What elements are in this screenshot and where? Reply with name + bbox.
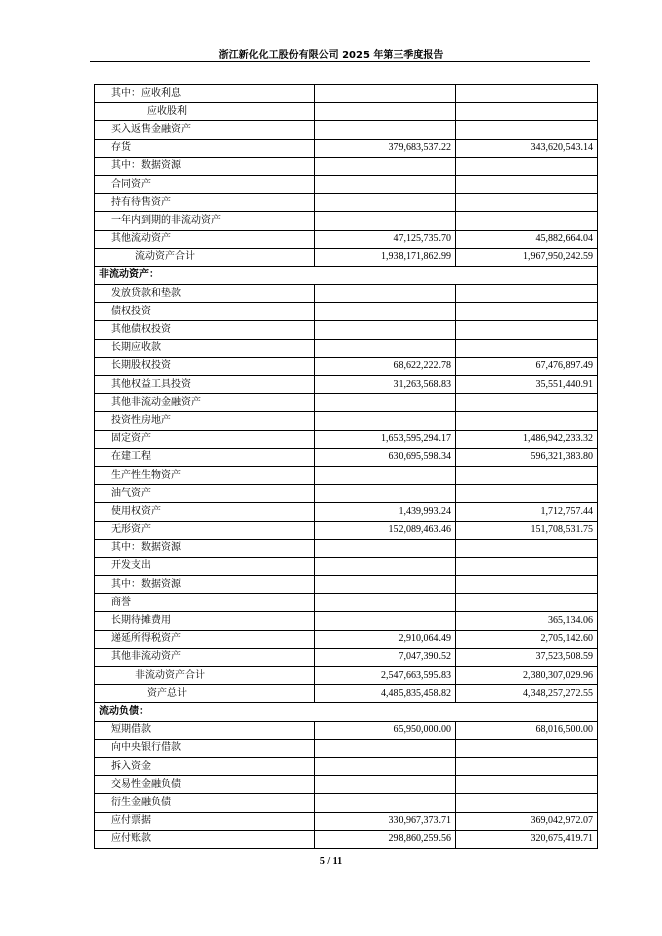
table-row bbox=[95, 157, 598, 175]
row-label: 交易性金融负债 bbox=[95, 776, 315, 794]
table-row bbox=[95, 630, 598, 648]
section-heading: 非流动资产： bbox=[95, 266, 598, 284]
prior-period-value bbox=[456, 339, 598, 357]
row-label: 其他非流动金融资产 bbox=[95, 394, 315, 412]
prior-period-value bbox=[456, 485, 598, 503]
current-period-value: 4,485,835,458.82 bbox=[315, 685, 456, 703]
row-label: 拆入资金 bbox=[95, 757, 315, 775]
prior-period-value: 2,380,307,029.96 bbox=[456, 667, 598, 685]
current-period-value bbox=[315, 739, 456, 757]
prior-period-value bbox=[456, 121, 598, 139]
row-label: 其他债权投资 bbox=[95, 321, 315, 339]
prior-period-value bbox=[456, 157, 598, 175]
table-row bbox=[95, 539, 598, 557]
table-row bbox=[95, 285, 598, 303]
current-period-value: 379,683,537.22 bbox=[315, 139, 456, 157]
table-row bbox=[95, 776, 598, 794]
row-label: 持有待售资产 bbox=[95, 194, 315, 212]
header-divider bbox=[90, 61, 590, 62]
table-row bbox=[95, 121, 598, 139]
table-row bbox=[95, 648, 598, 666]
report-header: 浙江新化化工股份有限公司 2025 年第三季度报告 bbox=[218, 50, 444, 61]
table-row bbox=[95, 321, 598, 339]
current-period-value bbox=[315, 539, 456, 557]
prior-period-value bbox=[456, 285, 598, 303]
balance-sheet-table bbox=[94, 84, 598, 849]
current-period-value bbox=[315, 285, 456, 303]
prior-period-value: 596,321,383.80 bbox=[456, 448, 598, 466]
prior-period-value bbox=[456, 557, 598, 575]
table-row bbox=[95, 721, 598, 739]
table-row bbox=[95, 521, 598, 539]
row-label: 其中：数据资源 bbox=[95, 539, 315, 557]
prior-period-value: 35,551,440.91 bbox=[456, 376, 598, 394]
row-label: 长期股权投资 bbox=[95, 357, 315, 375]
table-row bbox=[95, 576, 598, 594]
table-row bbox=[95, 376, 598, 394]
table-row bbox=[95, 503, 598, 521]
table-row bbox=[95, 812, 598, 830]
current-period-value: 1,653,595,294.17 bbox=[315, 430, 456, 448]
row-label: 长期应收款 bbox=[95, 339, 315, 357]
prior-period-value bbox=[456, 212, 598, 230]
prior-period-value bbox=[456, 412, 598, 430]
table-row bbox=[95, 485, 598, 503]
current-period-value bbox=[315, 485, 456, 503]
table-row bbox=[95, 685, 598, 703]
prior-period-value: 1,967,950,242.59 bbox=[456, 248, 598, 266]
prior-period-value: 1,486,942,233.32 bbox=[456, 430, 598, 448]
table-row bbox=[95, 175, 598, 193]
prior-period-value bbox=[456, 175, 598, 193]
subtotal-label: 非流动资产合计 bbox=[95, 667, 315, 685]
current-period-value: 47,125,735.70 bbox=[315, 230, 456, 248]
section-row bbox=[95, 703, 598, 721]
prior-period-value bbox=[456, 103, 598, 121]
current-period-value bbox=[315, 557, 456, 575]
current-period-value bbox=[315, 175, 456, 193]
table-row bbox=[95, 757, 598, 775]
row-label: 买入返售金融资产 bbox=[95, 121, 315, 139]
prior-period-value bbox=[456, 321, 598, 339]
prior-period-value bbox=[456, 739, 598, 757]
table-row bbox=[95, 448, 598, 466]
row-label: 其中：应收利息 bbox=[95, 85, 315, 103]
prior-period-value: 45,882,664.04 bbox=[456, 230, 598, 248]
row-label: 固定资产 bbox=[95, 430, 315, 448]
prior-period-value: 67,476,897.49 bbox=[456, 357, 598, 375]
current-period-value: 298,860,259.56 bbox=[315, 830, 456, 848]
page-number: 5 / 11 bbox=[319, 856, 343, 867]
row-label: 其中：数据资源 bbox=[95, 576, 315, 594]
current-period-value bbox=[315, 157, 456, 175]
table-row bbox=[95, 139, 598, 157]
prior-period-value: 320,675,419.71 bbox=[456, 830, 598, 848]
prior-period-value bbox=[456, 85, 598, 103]
prior-period-value: 4,348,257,272.55 bbox=[456, 685, 598, 703]
current-period-value: 630,695,598.34 bbox=[315, 448, 456, 466]
table-row bbox=[95, 303, 598, 321]
table-row bbox=[95, 794, 598, 812]
table-row bbox=[95, 667, 598, 685]
table-row bbox=[95, 594, 598, 612]
current-period-value: 68,622,222.78 bbox=[315, 357, 456, 375]
row-label: 应收股利 bbox=[95, 103, 315, 121]
current-period-value bbox=[315, 103, 456, 121]
current-period-value: 1,938,171,862.99 bbox=[315, 248, 456, 266]
row-label: 一年内到期的非流动资产 bbox=[95, 212, 315, 230]
prior-period-value bbox=[456, 776, 598, 794]
table-row bbox=[95, 357, 598, 375]
prior-period-value bbox=[456, 794, 598, 812]
prior-period-value bbox=[456, 539, 598, 557]
current-period-value: 152,089,463.46 bbox=[315, 521, 456, 539]
row-label: 在建工程 bbox=[95, 448, 315, 466]
prior-period-value bbox=[456, 576, 598, 594]
prior-period-value: 2,705,142.60 bbox=[456, 630, 598, 648]
current-period-value bbox=[315, 776, 456, 794]
prior-period-value bbox=[456, 303, 598, 321]
row-label: 应付账款 bbox=[95, 830, 315, 848]
current-period-value bbox=[315, 339, 456, 357]
current-period-value bbox=[315, 466, 456, 484]
prior-period-value: 68,016,500.00 bbox=[456, 721, 598, 739]
row-label: 其他非流动资产 bbox=[95, 648, 315, 666]
total-label: 资产总计 bbox=[95, 685, 315, 703]
row-label: 债权投资 bbox=[95, 303, 315, 321]
prior-period-value: 151,708,531.75 bbox=[456, 521, 598, 539]
prior-period-value bbox=[456, 466, 598, 484]
table-row bbox=[95, 830, 598, 848]
current-period-value bbox=[315, 121, 456, 139]
table-row bbox=[95, 339, 598, 357]
table-row bbox=[95, 739, 598, 757]
current-period-value bbox=[315, 394, 456, 412]
row-label: 合同资产 bbox=[95, 175, 315, 193]
row-label: 使用权资产 bbox=[95, 503, 315, 521]
row-label: 向中央银行借款 bbox=[95, 739, 315, 757]
section-heading: 流动负债： bbox=[95, 703, 598, 721]
section-row bbox=[95, 266, 598, 284]
table-row bbox=[95, 612, 598, 630]
row-label: 衍生金融负债 bbox=[95, 794, 315, 812]
table-row bbox=[95, 412, 598, 430]
row-label: 发放贷款和垫款 bbox=[95, 285, 315, 303]
row-label: 其中：数据资源 bbox=[95, 157, 315, 175]
current-period-value bbox=[315, 85, 456, 103]
prior-period-value bbox=[456, 394, 598, 412]
prior-period-value: 343,620,543.14 bbox=[456, 139, 598, 157]
current-period-value: 65,950,000.00 bbox=[315, 721, 456, 739]
row-label: 应付票据 bbox=[95, 812, 315, 830]
table-row bbox=[95, 466, 598, 484]
current-period-value: 2,910,064.49 bbox=[315, 630, 456, 648]
table-row bbox=[95, 194, 598, 212]
row-label: 生产性生物资产 bbox=[95, 466, 315, 484]
row-label: 递延所得税资产 bbox=[95, 630, 315, 648]
table-row bbox=[95, 85, 598, 103]
current-period-value bbox=[315, 612, 456, 630]
table-row bbox=[95, 212, 598, 230]
prior-period-value bbox=[456, 594, 598, 612]
row-label: 油气资产 bbox=[95, 485, 315, 503]
row-label: 其他权益工具投资 bbox=[95, 376, 315, 394]
current-period-value: 330,967,373.71 bbox=[315, 812, 456, 830]
table-row bbox=[95, 103, 598, 121]
prior-period-value: 369,042,972.07 bbox=[456, 812, 598, 830]
current-period-value: 7,047,390.52 bbox=[315, 648, 456, 666]
current-period-value bbox=[315, 212, 456, 230]
current-period-value bbox=[315, 576, 456, 594]
row-label: 其他流动资产 bbox=[95, 230, 315, 248]
prior-period-value bbox=[456, 194, 598, 212]
current-period-value bbox=[315, 303, 456, 321]
table-row bbox=[95, 557, 598, 575]
table-row bbox=[95, 230, 598, 248]
row-label: 短期借款 bbox=[95, 721, 315, 739]
prior-period-value: 37,523,508.59 bbox=[456, 648, 598, 666]
prior-period-value: 1,712,757.44 bbox=[456, 503, 598, 521]
current-period-value: 1,439,993.24 bbox=[315, 503, 456, 521]
row-label: 存货 bbox=[95, 139, 315, 157]
current-period-value bbox=[315, 594, 456, 612]
current-period-value bbox=[315, 412, 456, 430]
table-row bbox=[95, 430, 598, 448]
subtotal-label: 流动资产合计 bbox=[95, 248, 315, 266]
current-period-value: 2,547,663,595.83 bbox=[315, 667, 456, 685]
prior-period-value: 365,134.06 bbox=[456, 612, 598, 630]
table-row bbox=[95, 248, 598, 266]
current-period-value bbox=[315, 794, 456, 812]
row-label: 开发支出 bbox=[95, 557, 315, 575]
prior-period-value bbox=[456, 757, 598, 775]
row-label: 投资性房地产 bbox=[95, 412, 315, 430]
row-label: 长期待摊费用 bbox=[95, 612, 315, 630]
table-row bbox=[95, 394, 598, 412]
current-period-value bbox=[315, 194, 456, 212]
current-period-value bbox=[315, 321, 456, 339]
current-period-value: 31,263,568.83 bbox=[315, 376, 456, 394]
current-period-value bbox=[315, 757, 456, 775]
row-label: 无形资产 bbox=[95, 521, 315, 539]
row-label: 商誉 bbox=[95, 594, 315, 612]
